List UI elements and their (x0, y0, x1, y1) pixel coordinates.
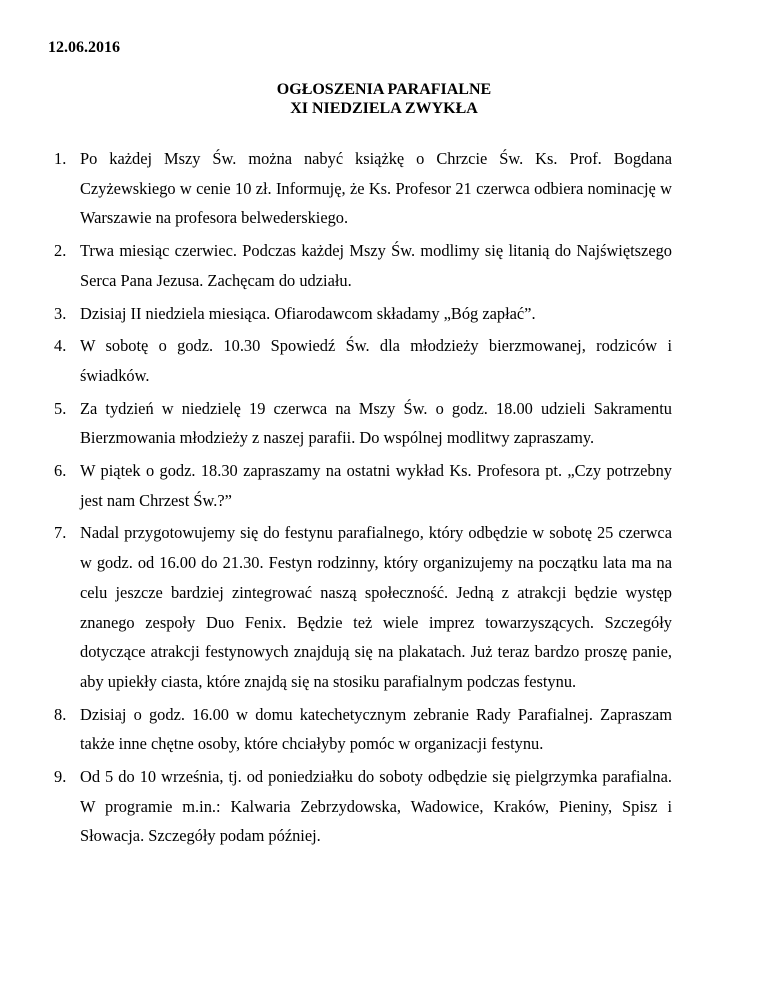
item-number: 3. (54, 303, 67, 323)
list-item (54, 331, 672, 390)
document-date: 12.06.2016 (48, 39, 120, 56)
announcements-list (54, 144, 672, 854)
list-item (54, 700, 672, 759)
item-number: 5. (54, 398, 67, 418)
list-item (54, 299, 672, 329)
item-number: 8. (54, 704, 67, 724)
list-item (54, 762, 672, 851)
document-subtitle: XI NIEDZIELA ZWYKŁA (290, 100, 478, 117)
item-text: Dzisiaj II niedziela miesiąca. Ofiarodawcom składamy „Bóg zapłać”. (80, 303, 536, 323)
item-number: 7. (54, 523, 67, 543)
document-title: OGŁOSZENIA PARAFIALNE (276, 81, 492, 98)
list-item (54, 236, 672, 295)
item-text: Nadal przygotowujemy się do festynu parafialnego, który odbędzie w sobotę 25 czerwca w godz. od 16.00 do 21.30. Festyn rodzinny, który organizujemy na początku lata ma na celu jeszcze bardziej zintegrować naszą społeczność. Jedną z atrakcji będzie występ znanego zespoły Duo Fenix. Będzie też wiele imprez towarzyszących. Szczegóły dotyczące atrakcji festynowych znajdują się na plakatach. Już teraz bardzo proszę panie, aby upiekły ciasta, które znajdą się na stosiku parafialnym podczas festynu. (80, 523, 672, 691)
list-item (54, 394, 672, 453)
item-text: Dzisiaj o godz. 16.00 w domu katechetycznym zebranie Rady Parafialnej. Zapraszam także inne chętne osoby, które chciałyby pomóc w organizacji festynu. (80, 704, 672, 754)
item-text: W sobotę o godz. 10.30 Spowiedź Św. dla młodzieży bierzmowanej, rodziców i świadków. (80, 336, 672, 385)
item-number: 9. (54, 767, 67, 787)
item-number: 6. (54, 461, 67, 481)
item-number: 1. (54, 149, 67, 168)
list-item (54, 456, 672, 515)
document-heading (0, 80, 768, 118)
item-text: Za tydzień w niedzielę 19 czerwca na Mszy Św. o godz. 18.00 udzieli Sakramentu Bierzmowania młodzieży z naszej parafii. Do wspólnej modlitwy zapraszamy. (80, 398, 672, 448)
list-item (54, 144, 672, 233)
item-number: 2. (54, 241, 67, 261)
item-text: Trwa miesiąc czerwiec. Podczas każdej Mszy Św. modlimy się litanią do Najświętszego Serca Pana Jezusa. Zachęcam do udziału. (80, 241, 672, 290)
item-text: Od 5 do 10 września, tj. od poniedziałku do soboty odbędzie się pielgrzymka parafialna. W programie m.in.: Kalwaria Zebrzydowska, Wadowice, Kraków, Pieniny, Spisz i Słowacja. Szczegóły podam później. (80, 767, 672, 846)
item-text: W piątek o godz. 18.30 zapraszamy na ostatni wykład Ks. Profesora pt. „Czy potrzebny jest nam Chrzest Św.?” (80, 461, 672, 510)
item-number: 4. (54, 336, 67, 356)
item-text: Po każdej Mszy Św. można nabyć książkę o Chrzcie Św. Ks. Prof. Bogdana Czyżewskiego w cenie 10 zł. Informuję, że Ks. Profesor 21 czerwca odbiera nominację w Warszawie na profesora belwederskiego. (80, 149, 672, 228)
list-item (54, 518, 672, 696)
